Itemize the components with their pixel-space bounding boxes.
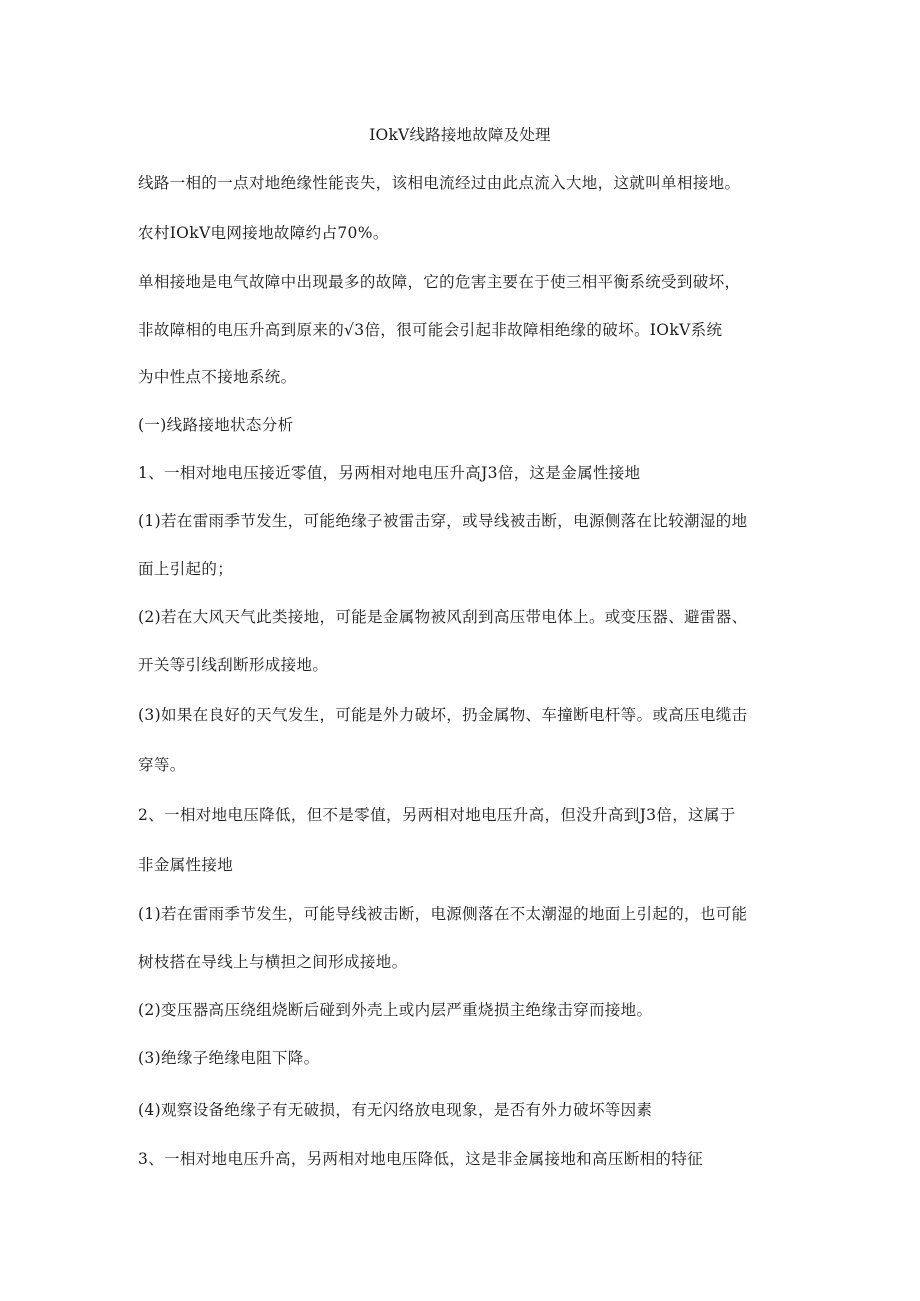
text-line: (1)若在雷雨季节发生，可能绝缘子被雷击穿，或导线被击断，电源侧落在比较潮湿的地 bbox=[138, 512, 748, 530]
text-line: 3、一相对地电压升高，另两相对地电压降低，这是非金属接地和高压断相的特征 bbox=[138, 1150, 703, 1168]
text-line: (3)绝缘子绝缘电阻下降。 bbox=[138, 1049, 320, 1067]
text-line: (3)如果在良好的天气发生，可能是外力破坏，扔金属物、车撞断电杆等。或高压电缆击 bbox=[138, 706, 748, 724]
text-line: (1)若在雷雨季节发生，可能导线被击断，电源侧落在不太潮湿的地面上引起的，也可能 bbox=[138, 905, 748, 923]
text-line: (2)变压器高压绕组烧断后碰到外壳上或内层严重烧损主绝缘击穿而接地。 bbox=[138, 1001, 653, 1019]
text-line: 非故障相的电压升高到原来的√3倍，很可能会引起非故障相绝缘的破坏。IOkV系统 bbox=[138, 321, 723, 339]
text-line: 单相接地是电气故障中出现最多的故障，它的危害主要在于使三相平衡系统受到破坏， bbox=[138, 273, 741, 291]
text-line: 农村IOkV电网接地故障约占70%。 bbox=[138, 224, 389, 242]
text-line: 开关等引线刮断形成接地。 bbox=[138, 656, 329, 674]
text-line: 线路一相的一点对地绝缘性能丧失，该相电流经过由此点流入大地，这就叫单相接地。 bbox=[138, 174, 741, 192]
text-line: (4)观察设备绝缘子有无破损，有无闪络放电现象，是否有外力破坏等因素 bbox=[138, 1101, 653, 1119]
text-line: 树枝搭在导线上与横担之间形成接地。 bbox=[138, 953, 408, 971]
section-heading: (一)线路接地状态分析 bbox=[138, 416, 294, 434]
text-line: 1、一相对地电压接近零值，另两相对地电压升高J3倍，这是金属性接地 bbox=[138, 464, 641, 482]
text-line: 面上引起的； bbox=[138, 560, 234, 578]
text-line: 穿等。 bbox=[138, 756, 186, 774]
text-line: 为中性点不接地系统。 bbox=[138, 368, 297, 386]
text-line: 非金属性接地 bbox=[138, 856, 234, 874]
text-line: (2)若在大风天气此类接地，可能是金属物被风刮到高压带电体上。或变压器、避雷器、 bbox=[138, 608, 748, 626]
document-title: IOkV线路接地故障及处理 bbox=[369, 126, 551, 144]
text-line: 2、一相对地电压降低，但不是零值，另两相对地电压升高，但没升高到J3倍，这属于 bbox=[138, 806, 736, 824]
